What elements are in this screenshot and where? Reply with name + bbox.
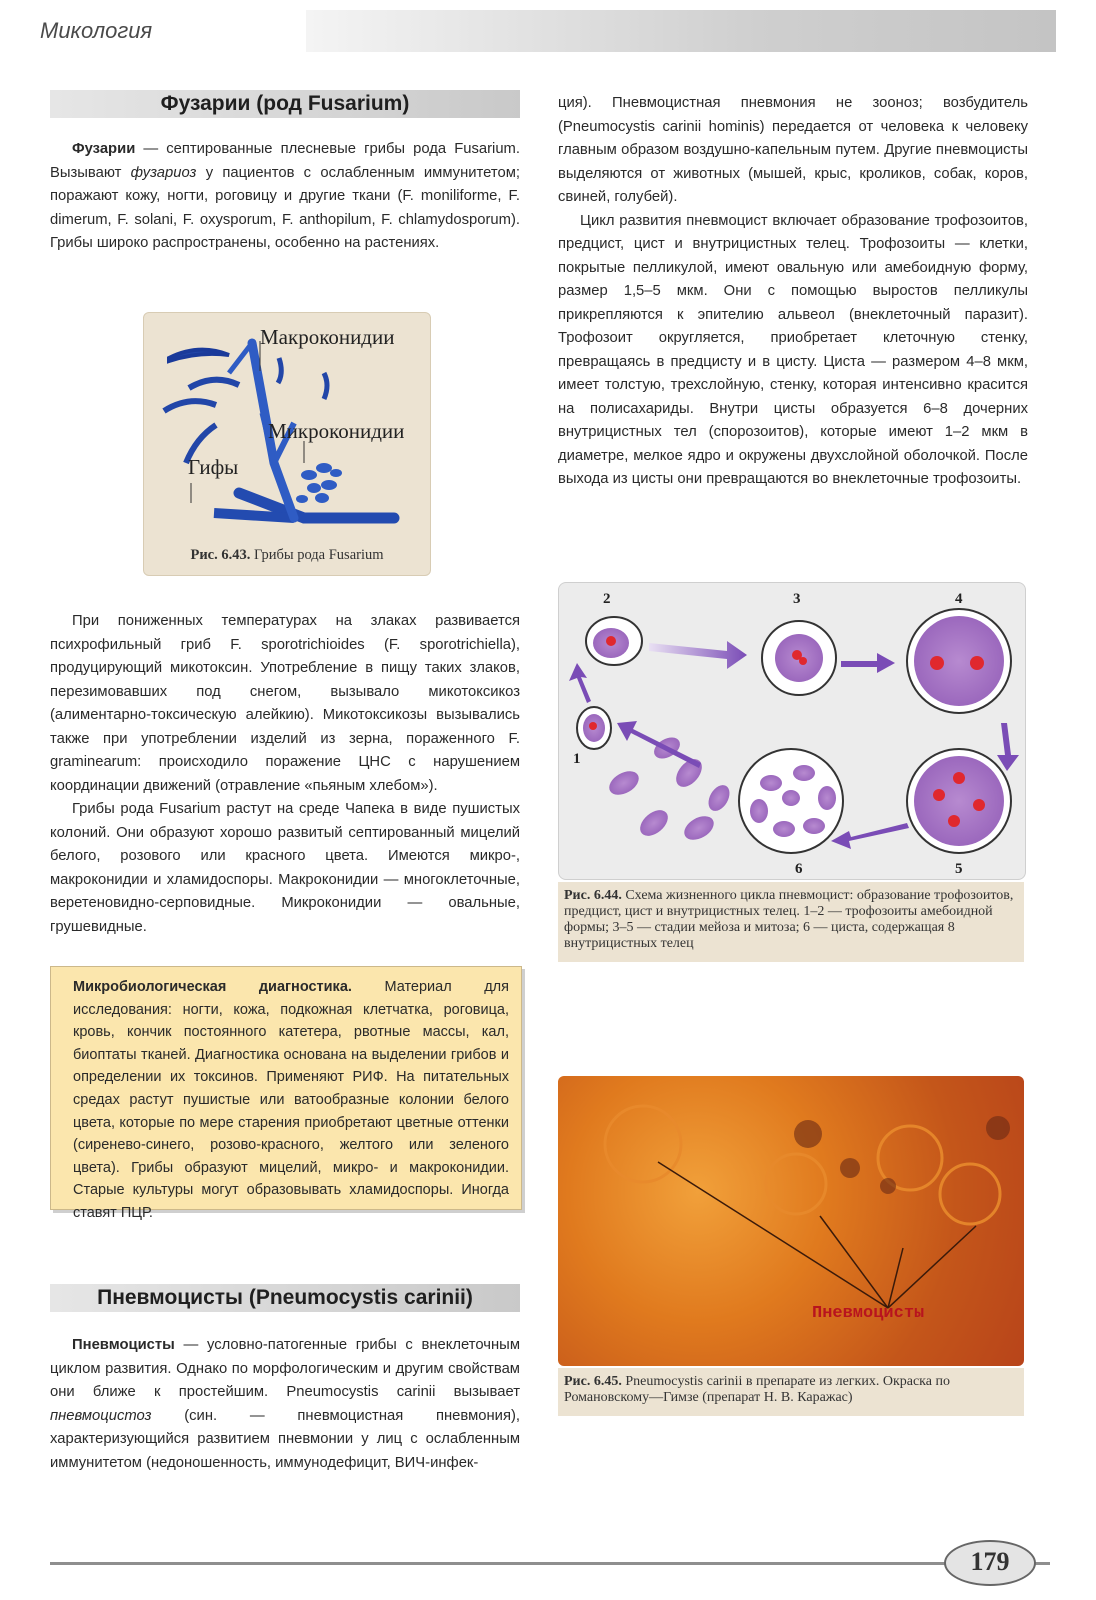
term-fusariosis: фузариоз [130, 164, 197, 181]
micrograph [558, 1076, 1024, 1366]
figure-6-43 [143, 312, 431, 576]
fusarium-para-2: При пониженных температурах на злаках развивается психрофильный гриб F. sporotrichioides (F. sporotrichiella), продуцирующий микотоксин. Употребление в пищу таких злаков, перезимовавших под снегом, вызывало микотоксикоз (алиментарно-токсическую алейкию). Микотоксикозы вызывались также при употреблении изделий из зерна, пораженного F. graminearum: происходило поражение ЦНС с нарушением координации движений (отравление «пьяным хлебом»). [50, 613, 520, 794]
lifecycle-panel [558, 582, 1026, 880]
diagnostics-title: Микробиологическая диагностика. [73, 979, 352, 995]
svg-text:5: 5 [955, 861, 963, 877]
caption-text: Грибы рода Fusarium [250, 547, 384, 563]
svg-text:1: 1 [573, 751, 581, 767]
term-pneumocystosis: пневмоцистоз [50, 1407, 152, 1424]
caption-6-44 [558, 882, 1024, 962]
svg-text:2: 2 [603, 591, 611, 607]
micrograph-overlay [558, 1076, 1024, 1366]
label-macroconidia: Макроконидии [260, 325, 395, 349]
fusarium-intro-a: — септированные плесневые грибы рода Fusarium. Вызывают [50, 141, 520, 181]
svg-text:3: 3 [793, 591, 801, 607]
pneumo-para-1: ция). Пневмоцистная пневмония не зооноз; возбудитель (Pneumocystis carinii hominis) передается от человека к человеку главным образом воздушно-капельным путем. Другие пневмоцисты выделяются от животных (мышей, крыс, кроликов, собак, коров, свиней, голубей). [558, 95, 1028, 205]
pneumo-intro-a: — условно-патогенные грибы с внеклеточным циклом развития. Однако по морфологическим и другим свойствам они ближе к простейшим. Pneumocystis carinii вызывает [50, 1337, 520, 1400]
term-pneumocystis: Пневмоцисты [72, 1337, 175, 1353]
section-heading-fusarium: Фузарии (род Fusarium) [50, 90, 520, 118]
pneumo-para-2: Цикл развития пневмоцист включает образование трофозоитов, предцист, цист и внутрицистных телец. Трофозоиты — клетки, покрытые пелликулой, имеют овальную или амебоидную форму, размер 1,5–5 мкм. Они с помощью выростов пелликулы прикрепляются к эпителию альвеол (внеклеточный паразит). Трофозоит округляется, приобретает клеточную стенку, превращаясь в предцисту и в цисту. Циста — размером 4–8 мкм, имеет толстую, трехслойную, стенку, которая интенсивно красится на полисахариды. Внутри цисты образуется 6–8 дочерних внутрицистных тел (спорозоитов), которые имеют 1–2 мкм в диаметре, мелкое ядро и окружены двухслойной оболочкой. После выхода из цисты они превращаются во внеклеточные трофозоиты. [558, 212, 1028, 487]
page-number: 179 [944, 1540, 1036, 1586]
footer-rule [50, 1562, 1050, 1565]
fusarium-para-3: Грибы рода Fusarium растут на среде Чапека в виде пушистых колоний. Они образуют хорошо развитый септированный мицелий белого, розового или красного цвета. Имеются микро-, макроконидии и хламидоспоры. Макроконидии — многоклеточные, веретеновидно-серповидные. Микроконидии — овальные, грушевидные. [50, 801, 520, 935]
pneumo-intro-b: (син. — пневмоцистная пневмония), характеризующийся развитием пневмонии у лиц с ослабленным иммунитетом (недоношенность, иммунодефицит, ВИЧ-инфек- [50, 1407, 520, 1471]
caption-text: Pneumocystis carinii в препарате из легких. Окраска по Романовскому—Гимзе (препарат Н. В. Каражас) [564, 1374, 950, 1405]
section-heading-pneumocystis: Пневмоцисты (Pneumocystis carinii) [50, 1284, 520, 1312]
label-microconidia: Микроконидии [268, 419, 405, 443]
svg-text:6: 6 [795, 861, 803, 877]
svg-text:4: 4 [955, 591, 963, 607]
figure-6-45 [558, 1076, 1026, 1416]
lifecycle-diagram [559, 583, 1025, 879]
term-fusarium: Фузарии [72, 141, 136, 157]
caption-num: Рис. 6.44. [564, 888, 622, 903]
figure-6-44 [558, 582, 1026, 968]
caption-num: Рис. 6.43. [190, 547, 251, 563]
fusarium-intro [50, 138, 520, 256]
fusarium-body [50, 610, 520, 939]
fusarium-intro-b: у пациентов с ослабленным иммунитетом; поражают кожу, ногти, роговицу и другие ткани (F. moniliforme, F. dimerum, F. solani, F. oxysporum, F. anthopilum, F. chlamydosporum). Грибы широко распространены, особенно на растениях. [50, 164, 520, 251]
caption-num: Рис. 6.45. [564, 1374, 622, 1389]
fusarium-illustration [144, 313, 430, 575]
pneumocystis-body [558, 92, 1028, 492]
label-hyphae: Гифы [188, 455, 239, 479]
pneumocystis-intro [50, 1334, 520, 1475]
diagnostics-text: Материал для исследования: ногти, кожа, подкожная клетчатка, роговица, кровь, кончик постоянного катетера, рвотные массы, кал, биоптаты тканей. Диагностика основана на выделении грибов и определении их токсинов. Применяют РИФ. На питательных средах растут пушистые или ватообразные колонии белого цвета, которые по мере старения приобретают цветные оттенки (сиренево-синего, розово-красного, желтого или зеленого цвета). Грибы образуют мицелий, микро- и макроконидии. Старые культуры могут образовывать хламидоспоры. Иногда ставят ПЦР. [73, 979, 509, 1221]
running-head: Микология [40, 18, 153, 43]
caption-6-43 [144, 547, 430, 563]
label-pneumocysts: Пневмоцисты [812, 1304, 925, 1323]
diagnostics-box [50, 966, 522, 1221]
caption-text: Схема жизненного цикла пневмоцист: образование трофозоитов, предцист, цист и внутрицистных телец. 1–2 — трофозоиты амебоидной формы; 3–5 — стадии мейоза и митоза; 6 — циста, содержащая 8 внутрицистных телец [564, 888, 1014, 951]
caption-6-45 [558, 1368, 1024, 1416]
header-bar [306, 10, 1056, 52]
